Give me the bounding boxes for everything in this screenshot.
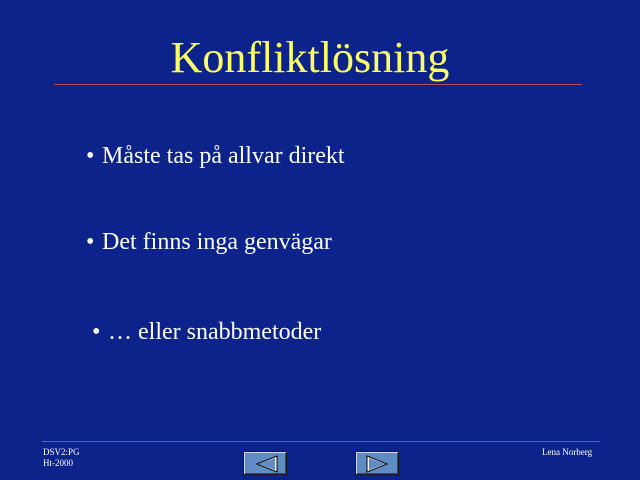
footer-term: Ht-2000 (43, 458, 73, 468)
bullet-item (92, 317, 321, 347)
next-slide-button[interactable] (355, 451, 399, 475)
left-triangle-icon (244, 452, 288, 476)
bullet-text: … eller snabbmetoder (108, 319, 322, 345)
bullet-item (86, 227, 332, 257)
footer-course-code: DSV2:PG (43, 447, 80, 457)
bullet-text: Måste tas på allvar direkt (102, 143, 345, 169)
footer-course-info (43, 447, 80, 469)
footer-author: Lena Norberg (542, 447, 593, 457)
bullet-symbol: • (86, 143, 95, 169)
previous-slide-button[interactable] (243, 451, 287, 475)
bullet-symbol: • (86, 229, 95, 255)
bullet-text: Det finns inga genvägar (102, 229, 332, 255)
bullet-symbol: • (92, 319, 101, 345)
bullet-item (86, 141, 345, 171)
footer-divider (42, 441, 600, 442)
right-triangle-icon (356, 452, 400, 476)
title-divider (54, 84, 582, 85)
slide-title: Konfliktlösning (170, 33, 450, 82)
